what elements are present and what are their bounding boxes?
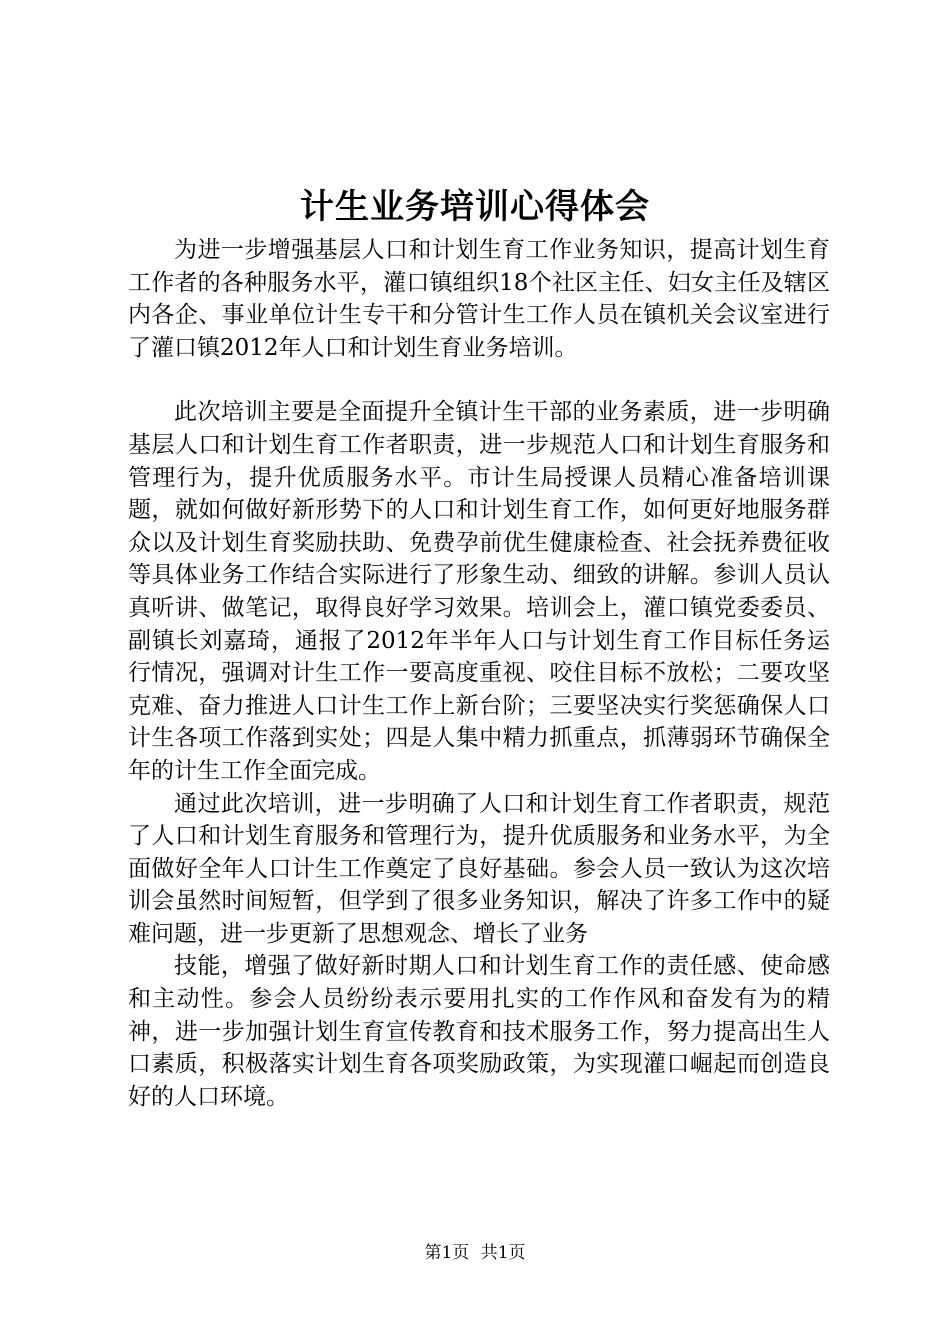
page-number: 第1页 [424, 1243, 470, 1263]
page-total: 共1页 [480, 1243, 526, 1263]
paragraph-conclusion: 技能，增强了做好新时期人口和计划生育工作的责任感、使命感和主动性。参会人员纷纷表示要用扎实的工作作风和奋发有为的精神，进一步加强计划生育宣传教育和技术服务工作，努力提高出生人口素质，积极落实计划生育各项奖励政策，为实现灌口崛起而创造良好的人口环境。 [128, 953, 830, 1110]
document-body [128, 234, 830, 1113]
document-title: 计生业务培训心得体会 [300, 187, 650, 227]
page-footer [0, 1241, 950, 1265]
paragraph-intro: 为进一步增强基层人口和计划生育工作业务知识，提高计划生育工作者的各种服务水平，灌口镇组织18个社区主任、妇女主任及辖区内各企、事业单位计生专干和分管计生工作人员在镇机关会议室进行了灌口镇2012年人口和计划生育业务培训。 [128, 237, 830, 361]
paragraph-results: 通过此次培训，进一步明确了人口和计划生育工作者职责，规范了人口和计划生育服务和管理行为，提升优质服务和业务水平，为全面做好全年人口计生工作奠定了良好基础。参会人员一致认为这次培训会虽然时间短暂，但学到了很多业务知识，解决了许多工作中的疑难问题，进一步更新了思想观念、增长了业务 [128, 790, 830, 947]
paragraph-training-content: 此次培训主要是全面提升全镇计生干部的业务素质，进一步明确基层人口和计划生育工作者职责，进一步规范人口和计划生育服务和管理行为，提升优质服务水平。市计生局授课人员精心准备培训课题，就如何做好新形势下的人口和计划生育工作，如何更好地服务群众以及计划生育奖励扶助、免费孕前优生健康检查、社会抚养费征收等具体业务工作结合实际进行了形象生动、细致的讲解。参训人员认真听讲、做笔记，取得良好学习效果。培训会上，灌口镇党委委员、副镇长刘嘉琦，通报了2012年半年人口与计划生育工作目标任务运行情况，强调对计生工作一要高度重视、咬住目标不放松；二要攻坚克难、奋力推进人口计生工作上新台阶；三要坚决实行奖惩确保人口计生各项工作落到实处；四是人集中精力抓重点，抓薄弱环节确保全年的计生工作全面完成。 [128, 399, 830, 784]
